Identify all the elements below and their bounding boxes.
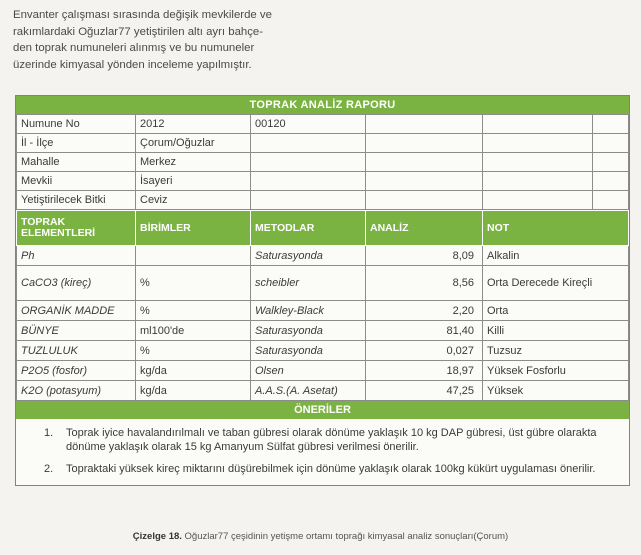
table-row — [17, 115, 629, 134]
info-extra — [251, 172, 366, 191]
element-value: 18,97 — [366, 361, 483, 381]
intro-line: rakımlardaki Oğuzlar77 yetiştirilen altı ayrı bahçe- — [13, 25, 264, 38]
element-unit: kg/da — [136, 381, 251, 401]
element-name: ORGANİK MADDE — [17, 301, 136, 321]
element-method: A.A.S.(A. Asetat) — [251, 381, 366, 401]
table-row — [17, 361, 629, 381]
table-row — [17, 301, 629, 321]
list-item — [44, 427, 615, 454]
recommendation-number: 2. — [44, 463, 54, 475]
element-value: 8,09 — [366, 246, 483, 266]
element-unit: kg/da — [136, 361, 251, 381]
intro-paragraph — [13, 7, 313, 73]
element-value: 8,56 — [366, 266, 483, 301]
element-name: K2O (potasyum) — [17, 381, 136, 401]
element-unit: % — [136, 341, 251, 361]
info-value: Çorum/Oğuzlar — [136, 134, 251, 153]
info-value: Merkez — [136, 153, 251, 172]
table-row — [17, 246, 629, 266]
info-label: İl - İlçe — [17, 134, 136, 153]
element-name: BÜNYE — [17, 321, 136, 341]
info-value: İsayeri — [136, 172, 251, 191]
element-note: Yüksek Fosforlu — [483, 361, 629, 381]
table-row — [17, 266, 629, 301]
intro-line: üzerinde kimyasal yönden inceleme yapılmıştır. — [13, 58, 252, 71]
recommendations-title: ÖNERİLER — [16, 401, 629, 419]
caption-label: Çizelge 18. — [132, 531, 182, 542]
element-name: TUZLULUK — [17, 341, 136, 361]
element-unit: % — [136, 301, 251, 321]
element-method: Saturasyonda — [251, 321, 366, 341]
element-unit: ml100'de — [136, 321, 251, 341]
element-value: 81,40 — [366, 321, 483, 341]
table-row — [17, 191, 629, 210]
intro-line: den toprak numuneleri alınmış ve bu numuneler — [13, 42, 255, 55]
element-unit — [136, 246, 251, 266]
recommendation-number: 1. — [44, 427, 54, 439]
list-item — [44, 463, 615, 477]
element-analysis-table — [16, 210, 629, 401]
element-unit: % — [136, 266, 251, 301]
header-units: BİRİMLER — [136, 211, 251, 246]
caption-text: Oğuzlar77 çeşidinin yetişme ortamı toprağı kimyasal analiz sonuçları(Çorum) — [181, 531, 509, 542]
info-extra — [251, 191, 366, 210]
element-method: scheibler — [251, 266, 366, 301]
element-name: CaCO3 (kireç) — [17, 266, 136, 301]
element-method: Walkley-Black — [251, 301, 366, 321]
element-note: Alkalin — [483, 246, 629, 266]
info-extra — [251, 134, 366, 153]
table-caption — [0, 531, 641, 542]
info-value: Ceviz — [136, 191, 251, 210]
intro-line: Envanter çalışması sırasında değişik mevkilerde ve — [13, 9, 272, 21]
element-value: 0,027 — [366, 341, 483, 361]
table-row — [17, 321, 629, 341]
header-note: NOT — [483, 211, 629, 246]
header-methods: METODLAR — [251, 211, 366, 246]
table-header-row — [17, 211, 629, 246]
table-row — [17, 381, 629, 401]
recommendation-text: Toprak iyice havalandırılmalı ve taban gübresi olarak dönüme yaklaşık 10 kg DAP gübresi, üst gübre olarakta dönüme yaklaşık olarak 15 kg Amanyum Sülfat gübresi verilmesi önerilir. — [66, 427, 597, 453]
recommendations-list — [16, 419, 629, 485]
report-title: TOPRAK ANALİZ RAPORU — [16, 96, 629, 114]
element-note: Orta — [483, 301, 629, 321]
element-name: Ph — [17, 246, 136, 266]
sample-info-table — [16, 114, 629, 210]
element-method: Saturasyonda — [251, 246, 366, 266]
recommendation-text: Topraktaki yüksek kireç miktarını düşürebilmek için dönüme yaklaşık olarak 100kg kükürt uygulaması önerilir. — [66, 463, 596, 475]
info-label: Mevkii — [17, 172, 136, 191]
info-extra: 00120 — [251, 115, 366, 134]
table-row — [17, 134, 629, 153]
element-note: Orta Derecede Kireçli — [483, 266, 629, 301]
element-method: Olsen — [251, 361, 366, 381]
soil-analysis-report — [15, 95, 630, 486]
element-value: 2,20 — [366, 301, 483, 321]
info-extra — [251, 153, 366, 172]
element-note: Tuzsuz — [483, 341, 629, 361]
info-label: Mahalle — [17, 153, 136, 172]
element-note: Yüksek — [483, 381, 629, 401]
header-analysis: ANALİZ — [366, 211, 483, 246]
info-label: Yetiştirilecek Bitki — [17, 191, 136, 210]
table-row — [17, 172, 629, 191]
table-row — [17, 341, 629, 361]
info-label: Numune No — [17, 115, 136, 134]
element-note: Killi — [483, 321, 629, 341]
table-row — [17, 153, 629, 172]
element-method: Saturasyonda — [251, 341, 366, 361]
info-value: 2012 — [136, 115, 251, 134]
element-name: P2O5 (fosfor) — [17, 361, 136, 381]
element-value: 47,25 — [366, 381, 483, 401]
header-elements: TOPRAK ELEMENTLERİ — [17, 211, 136, 246]
